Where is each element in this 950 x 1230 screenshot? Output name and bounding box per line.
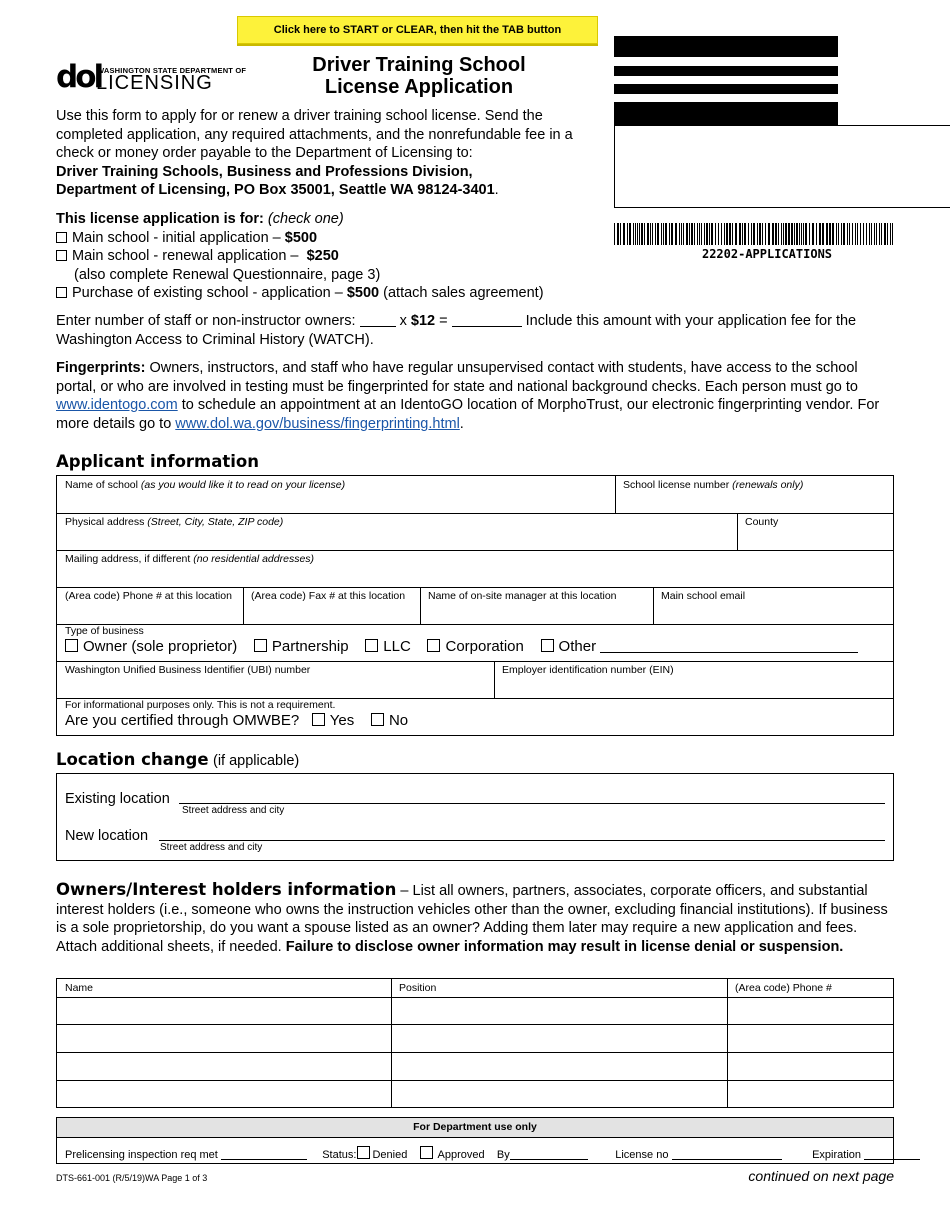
owner-2-position[interactable] [392,1025,727,1052]
dol-logo-mark: dol [56,59,102,95]
other-business-field[interactable] [600,652,858,653]
license-option-initial: Main school - initial application – $500 [56,229,616,248]
barcode [614,223,896,245]
by-field[interactable] [510,1159,588,1160]
owner-1-position[interactable] [392,998,727,1024]
fingerprinting-link[interactable]: www.dol.wa.gov/business/fingerprinting.html [175,415,460,432]
checkbox-purchase[interactable] [56,287,67,298]
owner-3-phone[interactable] [728,1053,893,1080]
applicant-heading: Applicant information [56,452,260,471]
checkbox-llc[interactable] [365,639,378,652]
mailing-address-window [614,125,950,208]
redacted-block [614,84,838,94]
staff-count-field[interactable] [360,326,396,327]
school-email-field[interactable]: Main school email [661,590,746,602]
barcode-text: 22202-APPLICATIONS [701,247,833,261]
county-field[interactable]: County [745,516,779,528]
owners-col-position: Position [399,982,437,994]
owners-col-name: Name [65,982,94,994]
owners-col-phone: (Area code) Phone # [735,982,832,994]
form-id: DTS-661-001 (R/5/19)WA Page 1 of 3 [56,1173,208,1183]
phone-field[interactable]: (Area code) Phone # at this location [65,590,232,602]
checkbox-owner[interactable] [65,639,78,652]
dol-logo [56,59,247,95]
start-clear-button[interactable]: Click here to START or CLEAR, then hit the TAB button [237,16,598,44]
location-change-box: Existing location Street address and city New location Street address and city [56,773,894,861]
checkbox-renewal[interactable] [56,250,67,261]
new-location-field[interactable] [159,840,885,841]
owner-1-phone[interactable] [728,998,893,1024]
location-heading: Location change (if applicable) [56,750,300,769]
owner-4-position[interactable] [392,1081,727,1107]
ubi-field[interactable]: Washington Unified Business Identifier (UBI) number [65,664,311,676]
redacted-block [614,102,838,125]
checkbox-other[interactable] [541,639,554,652]
checkbox-omwbe-no[interactable] [371,713,384,726]
fingerprints-paragraph: Fingerprints: Owners, instructors, and staff who have regular unsupervised contact with students, have access to the school portal, or who are involved in testing must be fingerprinted for state and national background checks. Each person must go to www.identogo.com to schedule an appointment at an IdentoGO location of MorphoTrust, our electronic fingerprinting vendor. For more details go to www.dol.wa.gov/business/fingerprinting.html. [56,360,880,432]
owner-3-name[interactable] [57,1053,391,1080]
identogo-link[interactable]: www.identogo.com [56,397,178,413]
checkbox-denied[interactable] [357,1146,370,1159]
expiration-field[interactable] [864,1159,920,1160]
owner-1-name[interactable] [57,998,391,1024]
license-type-section: This license application is for: (check one) Main school - initial application – $500 Main school - renewal application – $250 (also complete Renewal Questionnaire, page 3) Purchase of existing school - application – $500 (attach sales agreement) [56,210,616,303]
staff-total-field[interactable] [452,326,522,327]
checkbox-approved[interactable] [420,1146,433,1159]
license-option-purchase: Purchase of existing school - application – $500 (attach sales agreement) [56,284,616,303]
manager-name-field[interactable]: Name of on-site manager at this location [428,590,617,602]
existing-location-field[interactable] [179,803,885,804]
continued-note: continued on next page [748,1168,894,1184]
page-title: Driver Training School License Application [312,54,526,98]
owner-4-name[interactable] [57,1081,391,1107]
owners-table [56,978,894,1108]
checkbox-omwbe-yes[interactable] [312,713,325,726]
physical-address-field[interactable]: Physical address (Street, City, State, ZIP code) [65,516,284,528]
owner-4-phone[interactable] [728,1081,893,1107]
logo-small-text: WASHINGTON STATE DEPARTMENT OF [97,66,247,75]
ein-field[interactable]: Employer identification number (EIN) [502,664,674,676]
license-option-renewal: Main school - renewal application – $250 [56,247,616,266]
license-no-field[interactable] [672,1159,782,1160]
prelicensing-field[interactable] [221,1159,307,1160]
owner-2-name[interactable] [57,1025,391,1052]
redacted-block [614,66,838,76]
checkbox-corporation[interactable] [427,639,440,652]
fax-field[interactable]: (Area code) Fax # at this location [251,590,406,602]
redacted-block [614,36,838,57]
school-license-number-field[interactable]: School license number (renewals only) [623,479,804,491]
school-name-field[interactable]: Name of school (as you would like it to read on your license) [65,479,346,491]
applicant-table [56,475,894,736]
checkbox-partnership[interactable] [254,639,267,652]
omwbe-row: For informational purposes only. This is not a requirement. Are you certified through OMWBE? Yes No [65,699,409,729]
intro-paragraph: Use this form to apply for or renew a driver training school license. Send the completed application, any required attachments, and the nonrefundable fee in a check or money order payable to the Department of Licensing to: Driver Training Schools, Business and Professions Division, Department of Licensing, PO Box 35001, Seattle WA 98124-3401. [56,108,573,198]
owner-3-position[interactable] [392,1053,727,1080]
department-use-box [56,1117,894,1164]
department-use-heading: For Department use only [57,1118,893,1138]
owners-paragraph: Owners/Interest holders information – List all owners, partners, associates, corporate officers, and substantial interest holders (i.e., someone who owns the instruction vehicles other than the owner, excluding financial institutions). If business is a sole proprietorship, do you want a spouse listed as an owner? Adding them later may require a new application and fees. Attach additional sheets, if needed. Failure to disclose owner information may result in license denial or suspension. [56,880,888,955]
department-use-row: Prelicensing inspection req met Status: Denied Approved By License no Expiration [65,1146,920,1161]
logo-big-text: LICENSING [96,72,213,94]
owner-2-phone[interactable] [728,1025,893,1052]
mailing-address-field[interactable]: Mailing address, if different (no residential addresses) [65,553,315,565]
business-type-row: Type of business Owner (sole proprietor) Partnership LLC Corporation Other [57,624,893,661]
checkbox-initial[interactable] [56,232,67,243]
staff-count-section: Enter number of staff or non-instructor owners: x $12 = Include this amount with your application fee for the Washington Access to Criminal History (WATCH). [56,313,857,348]
